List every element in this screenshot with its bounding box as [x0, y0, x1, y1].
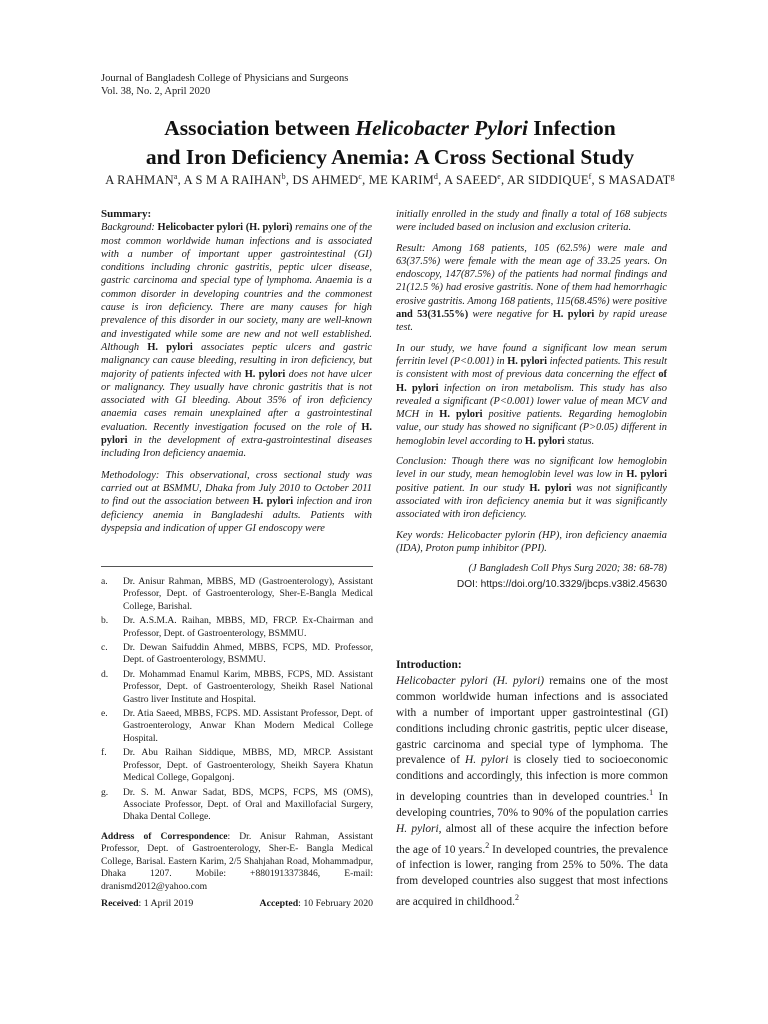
affiliation-item: d. Dr. Mohammad Enamul Karim, MBBS, FCPS, MD. Assistant Professor, Dept. of Gastroenterology, Sheikh Rasel National Gastro liver Institute and Hospital.	[101, 668, 373, 705]
author-list	[70, 172, 710, 188]
affiliation-item: f. Dr. Abu Raihan Siddique, MBBS, MD, MRCP. Assistant Professor, Dept. of Gastroenterology, Sheikh Sayera Khatun Medical College, Gopalgonj.	[101, 747, 373, 784]
affiliations-list	[101, 576, 373, 824]
journal-header	[101, 72, 348, 98]
author: A RAHMAN$^a$,	[105, 172, 184, 188]
affiliation-item: a. Dr. Anisur Rahman, MBBS, MD (Gastroenterology), Assistant Professor, Dept. of Gastroenterology, Sher-E-Bangla Medical College, Barishal.	[101, 576, 373, 612]
methodology-paragraph: Methodology: This observational, cross sectional study was carried out at BSMMU, Dhaka from July 2010 to October 2011 to find out the association between H. pylori infection and iron deficiency anemia in Bangladeshi adults. Patients with dyspepsia and indication of upper GI endoscopy were	[101, 469, 372, 534]
methodology-continued: initially enrolled in the study and finally a total of 168 subjects were included based on inclusion and exclusion criteria.	[396, 209, 667, 234]
accepted-date: Accepted: 10 February 2020	[259, 898, 373, 909]
affiliation-item: g. Dr. S. M. Anwar Sadat, BDS, MCPS, FCPS, MS (OMS), Associate Professor, Dept. of Oral and Maxillofacial Surgery, Dhaka Dental College.	[101, 786, 373, 823]
conclusion-paragraph: Conclusion: Though there was no significant low hemoglobin level in our study, mean hemoglobin level was low in H. pylori positive patient. In our study H. pylori was not significantly associated with iron deficiency anemia but it was significantly associated with iron deficiency.	[396, 456, 667, 521]
summary-continued	[396, 208, 667, 592]
author: A SAEED$^e$,	[444, 172, 507, 188]
article-title: Association between Helicobacter Pylori Infection and Iron Deficiency Anemia: A Cross Sectional Study	[145, 116, 635, 169]
journal-name: Journal of Bangladesh College of Physicians and Surgeons	[101, 73, 349, 84]
result-paragraph: Result: Among 168 patients, 105 (62.5%) were male and 63(37.5%) were female with the mean age of 33.25 years. On endoscopy, 147(87.5%) of the patients had normal findings and 21(12.5 %) had erosive gastritis. None of them had hemorrhagic erosive gastritis. Among 168 patients, 115(68.45%) were positive and 53(31.55%) were negative for H. pylori by rapid urease test.	[396, 242, 667, 334]
author: A S M A RAIHAN$^b$,	[183, 172, 293, 188]
correspondence-address: Address of Correspondence: Dr. Anisur Rahman, Assistant Professor, Dept. of Gastroenterology, Sher-E- Bangla Medical College, Barisal. Eastern Karim, 2/5 Shahjahan Road, Mohammadpur, Dhaka 1207. Mobile: +8801913373846, E-mail: dranismd2012@yahoo.com	[101, 831, 374, 892]
affiliation-item: e. Dr. Atia Saeed, MBBS, FCPS. MD. Assistant Professor, Dept. of Gastroenterology, Anwar Khan Modern Medical College Hospital.	[101, 708, 373, 744]
article-dates	[101, 898, 373, 909]
footnote-divider	[101, 566, 373, 567]
keywords: Key words: Helicobacter pylorin (HP), iron deficiency anaemia (IDA), Proton pump inhibitor (PPI).	[396, 529, 667, 554]
author: S MASADAT$^g$	[598, 172, 675, 188]
affiliation-item: b. Dr. A.S.M.A. Raihan, MBBS, MD, FRCP. Ex-Chairman and Professor, Dept. of Gastroenterology, BSMMU.	[101, 615, 373, 639]
citation: (J Bangladesh Coll Phys Surg 2020; 38: 68-78)	[468, 563, 667, 575]
background-paragraph: Background: Helicobacter pylori (H. pylori) remains one of the most common worldwide human infections and is associated with a number of important upper gastrointestinal (GI) conditions including chronic gastritis, peptic ulcer disease, gastric carcinoma and special type of lymphoma. Anaemia is a common disorder in developing countries and the commonest cause is iron deficiency. There are many causes for high prevalence of this disorder in our society, many are well-known and investigated while some are new and not well established. Although H. pylori associates peptic ulcers and gastric malignancy can cause bleeding, resulting in iron deficiency, but majority of patients infected with H. pylori does not have ulcer or malignancy. They usually have chronic gastritis that is not associated with GI bleeding. About 35% of iron deficiency anaemia cases remain unexplained after a gastrointestinal evaluation. Recently investigation focused on the role of H. pylori in the development of extra-gastrointestinal diseases including Iron deficiency anaemia.	[101, 222, 372, 460]
introduction-paragraph: Helicobacter pylori (H. pylori) remains one of the most common worldwide human infections and is associated with a number of important upper gastrointestinal (GI) conditions including chronic gastritis, peptic ulcer disease, gastric carcinoma and special type of lymphoma. The prevalence of H. pylori is closely tied to socioeconomic conditions and accordingly, this infection is more common in developing countries than in developed countries.$^1$ In developing countries, 70% to 90% of the population carries H. pylori, almost all of these acquire the infection before the age of 10 years.$^2$ In developed countries, the prevalence of infection is lower, ranging from 25% to 50%. The data from developed countries also suggest that most infections are acquired in childhood.$^2$	[396, 674, 669, 909]
author: ME KARIM$^d$,	[368, 172, 445, 188]
introduction-heading: Introduction:	[396, 659, 462, 671]
received-date: Received: 1 April 2019	[101, 898, 194, 909]
summary-heading: Summary:	[101, 208, 152, 220]
author: AR SIDDIQUE$^f$,	[506, 172, 599, 188]
affiliation-item: c. Dr. Dewan Saifuddin Ahmed, MBBS, FCPS, MD. Professor, Dept. of Gastroenterology, BSMMU.	[101, 642, 373, 666]
summary-section	[101, 208, 372, 535]
journal-volume: Vol. 38, No. 2, April 2020	[101, 86, 211, 97]
author: DS AHMED$^c$,	[292, 172, 369, 188]
introduction-section	[396, 658, 668, 911]
doi-link[interactable]: DOI: https://doi.org/10.3329/jbcps.v38i2.45630	[456, 579, 667, 591]
study-paragraph: In our study, we have found a significant low mean serum ferritin level (P<0.001) in H. pylori infected patients. This result is consistent with most of previous data concerning the effect of H. pylori infection on iron metabolism. This study has also revealed a significant (P<0.001) lower value of mean MCV and MCH in H. pylori positive patients. Regarding hemoglobin value, our study has showed no significant (P>0.05) different in hemoglobin level according to H. pylori status.	[396, 342, 667, 447]
